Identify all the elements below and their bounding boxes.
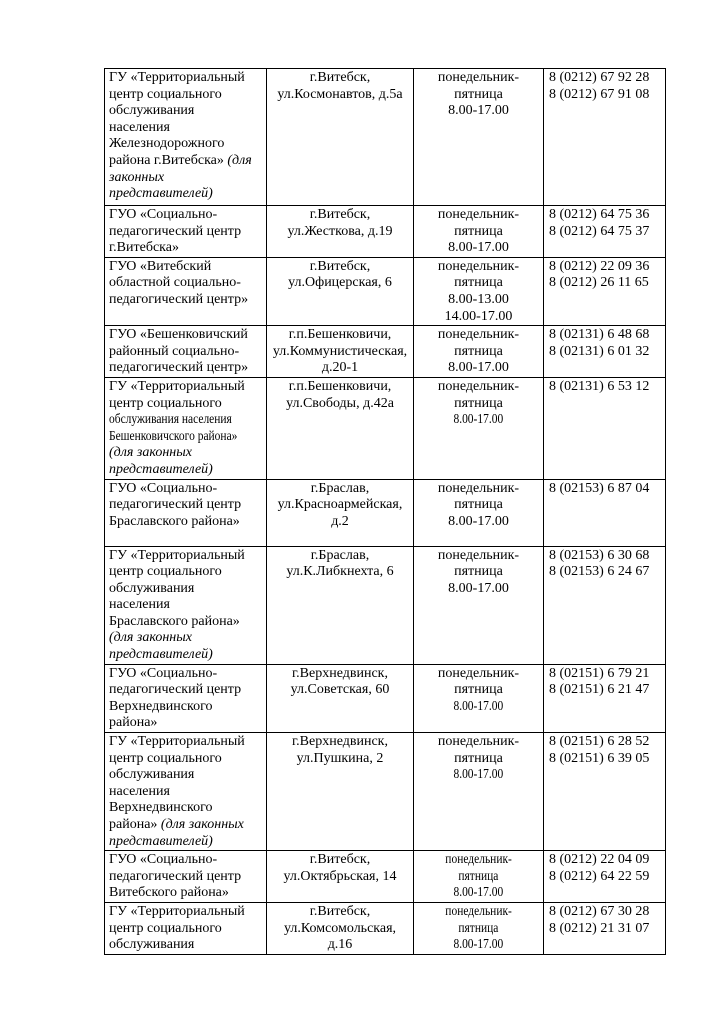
organization-name-line: [109, 292, 262, 309]
organization-name-line: [109, 800, 262, 817]
working-hours-text: 8.00-13.00: [448, 291, 509, 307]
organization-name-text: ГУО «Бешенковичский: [109, 327, 248, 343]
phone-cell: [544, 479, 666, 546]
legal-representatives-note: (для законных: [157, 817, 244, 832]
working-hours-cell: [414, 326, 544, 378]
table-row: [105, 206, 666, 258]
working-hours-line: [418, 224, 539, 241]
phone-cell: [544, 257, 666, 325]
organization-name-line: [109, 379, 262, 396]
working-hours-text: 8.00-17.00: [453, 412, 504, 428]
phone-cell: [544, 206, 666, 258]
organization-name-text: педагогический центр: [109, 868, 242, 884]
organization-name-line: [109, 699, 262, 716]
working-hours-line: [418, 379, 539, 396]
organization-name-line: [109, 87, 262, 104]
working-hours-text: пятница: [454, 497, 503, 513]
organization-name-line: [109, 497, 262, 514]
working-hours-line: [418, 581, 539, 598]
organization-name-line: [109, 103, 262, 120]
organization-name-line: [109, 581, 262, 598]
organization-name-text: педагогический центр»: [109, 291, 249, 307]
address-line: г.Верхнедвинск,: [292, 665, 388, 681]
address-line: ул.Жесткова, д.19: [287, 223, 393, 239]
working-hours-line: [418, 666, 539, 683]
phone-number: 8 (02153) 6 24 67: [549, 564, 650, 580]
working-hours-cell: [414, 69, 544, 206]
organization-name-text: обслуживания: [109, 103, 195, 119]
legal-representatives-note: представителей): [109, 647, 213, 663]
organization-name-text: ГУО «Социально-: [109, 852, 218, 868]
working-hours-text: пятница: [454, 750, 503, 766]
working-hours-line: [418, 564, 539, 581]
organization-name-line: [109, 767, 262, 784]
working-hours-text: понедельник-: [437, 327, 520, 343]
phone-number: 8 (0212) 64 22 59: [549, 868, 650, 884]
contacts-table-body: [105, 69, 666, 955]
working-hours-text: 8.00-17.00: [448, 240, 509, 256]
working-hours-text: понедельник-: [445, 903, 512, 919]
organization-name-line: [109, 327, 262, 344]
working-hours-text: пятница: [458, 920, 499, 936]
working-hours-line: [418, 412, 539, 429]
address-line: ул.Советская, 60: [290, 682, 390, 698]
phone-number: 8 (02151) 6 79 21: [549, 665, 650, 681]
working-hours-cell: [414, 206, 544, 258]
working-hours-cell: [414, 733, 544, 851]
working-hours-cell: [414, 902, 544, 954]
table-row: [105, 479, 666, 546]
organization-name-text: педагогический центр»: [109, 360, 249, 376]
working-hours-text: 14.00-17.00: [444, 308, 513, 324]
working-hours-line: [418, 344, 539, 361]
organization-name-text: Верхнедвинского: [109, 800, 213, 816]
address-line: г.Браслав,: [310, 547, 370, 563]
organization-name-line: [109, 360, 262, 377]
address-cell: [267, 664, 414, 732]
working-hours-line: [418, 292, 539, 309]
phone-number: 8 (02131) 6 48 68: [549, 327, 650, 343]
working-hours-line: [418, 396, 539, 413]
working-hours-text: 8.00-17.00: [448, 103, 509, 119]
working-hours-line: [418, 103, 539, 120]
address-line: г.п.Бешенковичи,: [288, 378, 392, 394]
working-hours-text: 8.00-17.00: [453, 698, 504, 714]
working-hours-line: [418, 87, 539, 104]
organization-name-line: [109, 734, 262, 751]
working-hours-line: [418, 207, 539, 224]
legal-representatives-note: (для законных: [109, 630, 192, 646]
address-line: г.Витебск,: [309, 70, 371, 85]
working-hours-line: [418, 734, 539, 751]
phone-number: 8 (0212) 67 30 28: [549, 903, 650, 919]
table-row: [105, 257, 666, 325]
phone-number: 8 (02151) 6 28 52: [549, 734, 650, 750]
working-hours-line: [418, 514, 539, 531]
address-line: ул.Коммунистическая,: [272, 343, 408, 359]
table-row: [105, 326, 666, 378]
organization-cell: [105, 377, 267, 479]
phone-number: 8 (0212) 22 09 36: [549, 258, 650, 274]
organization-cell: [105, 851, 267, 903]
organization-cell: [105, 902, 267, 954]
organization-name-text: населения: [109, 119, 170, 135]
working-hours-line: [418, 937, 539, 954]
working-hours-text: пятница: [454, 275, 503, 291]
organization-name-text: населения: [109, 783, 170, 799]
organization-name-text: обслуживания населения: [109, 412, 232, 428]
legal-representatives-note: (для законных: [109, 445, 192, 461]
organization-name-line: [109, 120, 262, 137]
address-cell: [267, 733, 414, 851]
organization-name-text: ГУ «Территориальный: [109, 547, 245, 563]
address-cell: [267, 377, 414, 479]
working-hours-line: [418, 360, 539, 377]
organization-name-line: [109, 548, 262, 565]
organization-name-line: [109, 597, 262, 614]
phone-cell: [544, 902, 666, 954]
organization-name-line: [109, 412, 262, 429]
address-line: ул.Октябрьская, 14: [283, 868, 397, 884]
organization-name-text: центр социального: [109, 86, 222, 102]
organization-name-line: [109, 275, 262, 292]
phone-number: 8 (0212) 22 04 09: [549, 852, 650, 868]
legal-representatives-note: представителей): [109, 186, 213, 202]
table-row: [105, 902, 666, 954]
organization-name-text: ГУ «Территориальный: [109, 734, 245, 750]
working-hours-text: понедельник-: [437, 378, 520, 394]
organization-name-line: [109, 514, 262, 531]
working-hours-line: [418, 869, 539, 886]
address-line: ул.Красноармейская,: [277, 497, 403, 513]
organization-cell: [105, 257, 267, 325]
working-hours-line: [418, 682, 539, 699]
organization-name-text: обслуживания: [109, 580, 195, 596]
phone-number: 8 (02153) 6 87 04: [549, 480, 650, 496]
address-line: д.20-1: [321, 360, 359, 376]
organization-name-line: [109, 344, 262, 361]
address-line: г.Витебск,: [309, 207, 371, 222]
phone-cell: [544, 546, 666, 664]
organization-name-text: населения: [109, 597, 170, 613]
organization-name-line: [109, 259, 262, 276]
working-hours-text: пятница: [458, 868, 499, 884]
working-hours-line: [418, 699, 539, 716]
organization-name-text: района»: [109, 817, 158, 832]
organization-name-line: [109, 240, 262, 257]
organization-name-text: Бешенковичского района»: [109, 428, 238, 444]
phone-cell: [544, 69, 666, 206]
organization-name-text: ГУО «Социально-: [109, 207, 218, 222]
legal-representatives-note: представителей): [109, 461, 213, 477]
address-line: г.Витебск,: [309, 903, 371, 919]
organization-name-line: [109, 224, 262, 241]
organization-name-line: [109, 481, 262, 498]
organization-cell: [105, 733, 267, 851]
working-hours-line: [418, 751, 539, 768]
address-line: г.Витебск,: [309, 852, 371, 868]
phone-number: 8 (0212) 64 75 37: [549, 223, 650, 239]
legal-representatives-note: представителей): [109, 833, 213, 849]
working-hours-text: понедельник-: [437, 547, 520, 563]
organization-name-text: обслуживания: [109, 937, 195, 953]
organization-name-text: района г.Витебска»: [109, 152, 224, 168]
working-hours-text: пятница: [454, 682, 503, 698]
address-cell: [267, 902, 414, 954]
organization-name-line: [109, 885, 262, 902]
working-hours-text: 8.00-17.00: [448, 513, 509, 529]
organization-name-text: Витебского района»: [109, 885, 229, 901]
working-hours-text: 8.00-17.00: [453, 767, 504, 783]
working-hours-text: понедельник-: [437, 207, 520, 222]
address-line: г.Витебск,: [309, 258, 371, 274]
organization-name-line: [109, 751, 262, 768]
phone-number: 8 (0212) 21 31 07: [549, 920, 650, 936]
working-hours-line: [418, 885, 539, 902]
organization-name-text: педагогический центр: [109, 682, 242, 698]
legal-representatives-note: (для: [223, 152, 252, 168]
working-hours-line: [418, 327, 539, 344]
organization-name-line: [109, 869, 262, 886]
organization-name-text: ГУО «Социально-: [109, 480, 218, 496]
working-hours-line: [418, 309, 539, 326]
phone-cell: [544, 851, 666, 903]
address-line: ул.Космонавтов, д.5а: [277, 86, 403, 102]
organization-name-line: [109, 715, 262, 732]
organization-cell: [105, 546, 267, 664]
working-hours-cell: [414, 664, 544, 732]
organization-name-text: центр социального: [109, 395, 222, 411]
address-line: г.Браслав,: [310, 480, 370, 496]
working-hours-text: пятница: [454, 86, 503, 102]
phone-number: 8 (02131) 6 53 12: [549, 378, 650, 394]
organization-name-text: педагогический центр: [109, 497, 242, 513]
working-hours-cell: [414, 851, 544, 903]
phone-cell: [544, 326, 666, 378]
organization-name-line: [109, 852, 262, 869]
working-hours-line: [418, 767, 539, 784]
working-hours-line: [418, 497, 539, 514]
working-hours-line: [418, 852, 539, 869]
organization-cell: [105, 206, 267, 258]
phone-number: 8 (0212) 67 91 08: [549, 86, 650, 102]
address-cell: [267, 326, 414, 378]
working-hours-line: [418, 904, 539, 921]
organization-name-text: центр социального: [109, 920, 222, 936]
working-hours-cell: [414, 479, 544, 546]
working-hours-text: пятница: [454, 564, 503, 580]
table-row: [105, 546, 666, 664]
working-hours-line: [418, 921, 539, 938]
organization-name-text: ГУ «Территориальный: [109, 70, 245, 85]
organization-name-text: районный социально-: [109, 343, 240, 359]
organization-cell: [105, 69, 267, 206]
working-hours-cell: [414, 546, 544, 664]
phone-number: 8 (02151) 6 21 47: [549, 682, 650, 698]
table-row: [105, 851, 666, 903]
working-hours-text: 8.00-17.00: [453, 937, 504, 953]
working-hours-text: понедельник-: [437, 480, 520, 496]
organization-name-text: г.Витебска»: [109, 240, 179, 256]
organization-name-line: [109, 937, 262, 954]
working-hours-text: пятница: [454, 343, 503, 359]
organization-name-text: областной социально-: [109, 275, 241, 291]
address-line: д.16: [327, 937, 353, 953]
address-line: ул.К.Либкнехта, 6: [286, 564, 394, 580]
working-hours-cell: [414, 257, 544, 325]
address-cell: [267, 206, 414, 258]
phone-number: 8 (0212) 26 11 65: [549, 275, 649, 291]
organization-cell: [105, 479, 267, 546]
address-line: д.2: [331, 513, 349, 529]
organization-name-line: [109, 136, 262, 153]
organization-name-line: [109, 614, 262, 631]
contacts-table: [104, 68, 666, 955]
address-line: ул.Свободы, д.42а: [286, 395, 394, 411]
organization-name-text: педагогический центр: [109, 223, 242, 239]
organization-name-text: ГУО «Социально-: [109, 665, 218, 681]
address-cell: [267, 546, 414, 664]
working-hours-text: понедельник-: [445, 852, 512, 868]
address-line: г.п.Бешенковичи,: [288, 327, 392, 343]
working-hours-line: [418, 259, 539, 276]
table-row: [105, 733, 666, 851]
organization-name-line: [109, 904, 262, 921]
working-hours-line: [418, 70, 539, 87]
phone-cell: [544, 664, 666, 732]
address-line: ул.Пушкина, 2: [296, 750, 384, 766]
organization-name-line: [109, 784, 262, 801]
address-line: г.Верхнедвинск,: [292, 734, 388, 750]
organization-name-text: обслуживания: [109, 767, 195, 783]
organization-name-line: [109, 666, 262, 683]
working-hours-text: пятница: [454, 395, 503, 411]
working-hours-line: [418, 240, 539, 257]
organization-name-text: центр социального: [109, 564, 222, 580]
phone-number: 8 (02153) 6 30 68: [549, 547, 650, 563]
organization-name-text: Браславского района»: [109, 613, 240, 629]
organization-name-line: [109, 70, 262, 87]
organization-name-text: Железнодорожного: [109, 136, 225, 152]
organization-name-line: [109, 682, 262, 699]
address-line: ул.Офицерская, 6: [288, 275, 392, 291]
organization-name-text: центр социального: [109, 750, 222, 766]
organization-cell: [105, 326, 267, 378]
address-cell: [267, 69, 414, 206]
legal-representatives-note: законных: [109, 169, 165, 185]
table-row: [105, 377, 666, 479]
organization-cell: [105, 664, 267, 732]
organization-name-line: [109, 429, 262, 446]
organization-name-text: ГУ «Территориальный: [109, 903, 245, 919]
phone-cell: [544, 377, 666, 479]
organization-name-text: Верхнедвинского: [109, 698, 213, 714]
working-hours-cell: [414, 377, 544, 479]
organization-name-line: [109, 564, 262, 581]
organization-name-text: ГУО «Витебский: [109, 258, 212, 274]
working-hours-text: понедельник-: [437, 734, 520, 750]
organization-name-line: [109, 207, 262, 224]
organization-name-text: района»: [109, 715, 158, 731]
organization-name-text: Браславского района»: [109, 513, 240, 529]
working-hours-line: [418, 481, 539, 498]
working-hours-line: [418, 275, 539, 292]
working-hours-text: понедельник-: [437, 258, 520, 274]
working-hours-text: 8.00-17.00: [448, 360, 509, 376]
address-cell: [267, 257, 414, 325]
working-hours-text: 8.00-17.00: [448, 580, 509, 596]
address-cell: [267, 851, 414, 903]
phone-number: 8 (02131) 6 01 32: [549, 343, 650, 359]
table-row: [105, 69, 666, 206]
organization-name-text: ГУ «Территориальный: [109, 378, 245, 394]
organization-name-line: [109, 921, 262, 938]
phone-cell: [544, 733, 666, 851]
phone-number: 8 (0212) 64 75 36: [549, 207, 650, 222]
working-hours-text: пятница: [454, 223, 503, 239]
organization-name-line: [109, 396, 262, 413]
working-hours-text: понедельник-: [437, 665, 520, 681]
working-hours-text: понедельник-: [437, 70, 520, 85]
working-hours-line: [418, 548, 539, 565]
organization-name-line: [109, 153, 262, 170]
address-line: ул.Комсомольская,: [283, 920, 397, 936]
address-cell: [267, 479, 414, 546]
table-row: [105, 664, 666, 732]
working-hours-text: 8.00-17.00: [453, 885, 504, 901]
phone-number: 8 (02151) 6 39 05: [549, 750, 650, 766]
phone-number: 8 (0212) 67 92 28: [549, 70, 650, 85]
organization-name-line: [109, 817, 262, 834]
